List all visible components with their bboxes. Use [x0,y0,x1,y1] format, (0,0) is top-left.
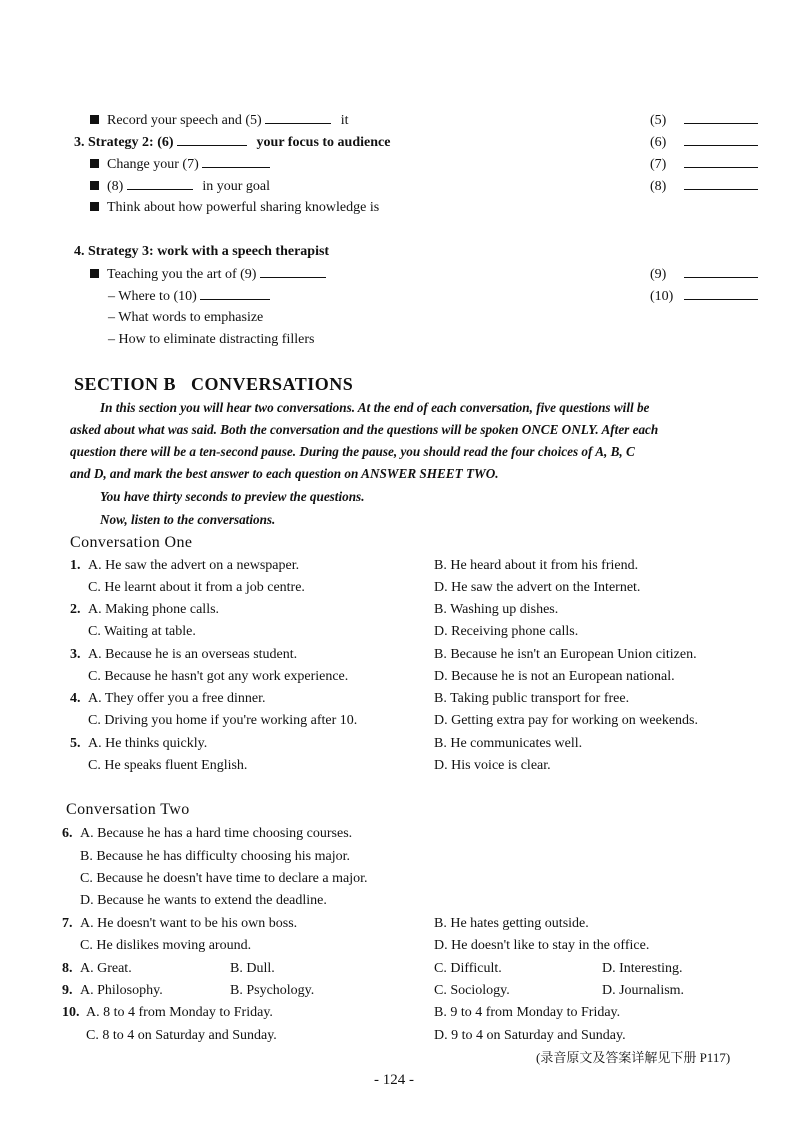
instruction-line: asked about what was said. Both the conversation and the questions will be spoken ONCE ONLY. After each [70,422,659,437]
option-d[interactable]: D. Receiving phone calls. [434,624,579,639]
question-number: 5. [70,736,81,751]
bullet-square-icon [90,159,99,168]
outline-item: Change your (7) [90,155,270,174]
option-c[interactable]: C. Sociology. [434,983,510,998]
option-a[interactable]: A. He thinks quickly. [88,736,208,751]
blank-line [202,155,270,168]
question-number: 1. [70,558,81,573]
outline-item: Think about how powerful sharing knowledge is [90,199,379,217]
answer-blank-7[interactable]: (7) [650,155,758,174]
answer-blank-5[interactable]: (5) [650,111,758,130]
bullet-square-icon [90,115,99,124]
question-number: 10. [62,1005,80,1020]
conversation-two-title: Conversation Two [66,801,190,818]
option-b[interactable]: B. Washing up dishes. [434,602,559,617]
option-c[interactable]: C. Difficult. [434,961,502,976]
option-d[interactable]: D. Getting extra pay for working on weekends. [434,713,698,728]
option-d[interactable]: D. Because he is not an European national. [434,669,675,684]
answer-reference-note: (录音原文及答案详解见下册 P117) [536,1050,731,1065]
option-c[interactable]: C. Waiting at table. [88,624,196,639]
option-a[interactable]: A. Making phone calls. [88,602,220,617]
option-a[interactable]: A. Because he has a hard time choosing courses. [80,826,353,841]
option-b[interactable]: B. 9 to 4 from Monday to Friday. [434,1005,621,1020]
option-d[interactable]: D. Interesting. [602,961,683,976]
question-number: 2. [70,602,81,617]
blank-line [177,133,247,146]
option-c[interactable]: C. Because he hasn't got any work experience. [88,669,349,684]
option-a[interactable]: A. Because he is an overseas student. [88,647,298,662]
question-number: 9. [62,983,73,998]
outline-subitem: – Where to (10) [108,287,270,306]
option-d[interactable]: D. Journalism. [602,983,685,998]
outline-heading: 4. Strategy 3: work with a speech therapist [74,244,330,259]
outline-heading: 3. Strategy 2: (6) your focus to audience [74,135,391,150]
outline-subitem: – What words to emphasize [108,310,264,325]
outline-item: (8) in your goal [90,177,270,196]
outline-item: Record your speech and (5) it [90,111,349,130]
question-number: 7. [62,916,73,931]
section-title: SECTION B CONVERSATIONS [74,374,354,394]
option-c[interactable]: C. Because he doesn't have time to declare a major. [80,871,368,886]
conversation-one-title: Conversation One [70,534,193,551]
question-number: 8. [62,961,73,976]
option-b[interactable]: B. Dull. [230,961,275,976]
blank-line [260,265,326,278]
option-d[interactable]: D. He doesn't like to stay in the office. [434,938,650,953]
bullet-square-icon [90,181,99,190]
answer-blank-10[interactable]: (10) [650,287,758,306]
question-number: 3. [70,647,81,662]
option-d[interactable]: D. He saw the advert on the Internet. [434,580,641,595]
option-a[interactable]: A. They offer you a free dinner. [88,691,266,706]
blank-line [200,287,270,300]
question-number: 6. [62,826,73,841]
page-number: - 124 - [374,1072,414,1088]
option-d[interactable]: D. 9 to 4 on Saturday and Sunday. [434,1028,626,1043]
answer-blank-6[interactable]: (6) [650,133,758,152]
option-d[interactable]: D. His voice is clear. [434,758,551,773]
question-number: 4. [70,691,81,706]
option-b[interactable]: B. Because he isn't an European Union citizen. [434,647,697,662]
option-c[interactable]: C. Driving you home if you're working after 10. [88,713,358,728]
option-a[interactable]: A. 8 to 4 from Monday to Friday. [86,1005,273,1020]
option-b[interactable]: B. Because he has difficulty choosing his major. [80,849,350,864]
bullet-square-icon [90,269,99,278]
instruction-line: In this section you will hear two conversations. At the end of each conversation, five questions will be [100,400,650,415]
instruction-line: You have thirty seconds to preview the questions. [100,489,365,504]
answer-blank-8[interactable]: (8) [650,177,758,196]
bullet-square-icon [90,202,99,211]
option-a[interactable]: A. Philosophy. [80,983,163,998]
option-b[interactable]: B. He hates getting outside. [434,916,589,931]
option-b[interactable]: B. He heard about it from his friend. [434,558,639,573]
option-b[interactable]: B. Psychology. [230,983,315,998]
option-c[interactable]: C. 8 to 4 on Saturday and Sunday. [86,1028,277,1043]
option-c[interactable]: C. He dislikes moving around. [80,938,252,953]
instruction-line: Now, listen to the conversations. [100,512,276,527]
option-b[interactable]: B. Taking public transport for free. [434,691,630,706]
option-c[interactable]: C. He learnt about it from a job centre. [88,580,305,595]
option-a[interactable]: A. He doesn't want to be his own boss. [80,916,298,931]
answer-blank-9[interactable]: (9) [650,265,758,284]
option-a[interactable]: A. He saw the advert on a newspaper. [88,558,300,573]
blank-line [127,177,193,190]
outline-item: Teaching you the art of (9) [90,265,326,284]
option-c[interactable]: C. He speaks fluent English. [88,758,248,773]
outline-subitem: – How to eliminate distracting fillers [108,332,315,347]
instruction-line: question there will be a ten-second pause. During the pause, you should read the four choices of A, B, C [70,444,635,459]
option-d[interactable]: D. Because he wants to extend the deadline. [80,893,327,908]
blank-line [265,111,331,124]
option-a[interactable]: A. Great. [80,961,132,976]
option-b[interactable]: B. He communicates well. [434,736,583,751]
instruction-line: and D, and mark the best answer to each question on ANSWER SHEET TWO. [70,466,499,481]
